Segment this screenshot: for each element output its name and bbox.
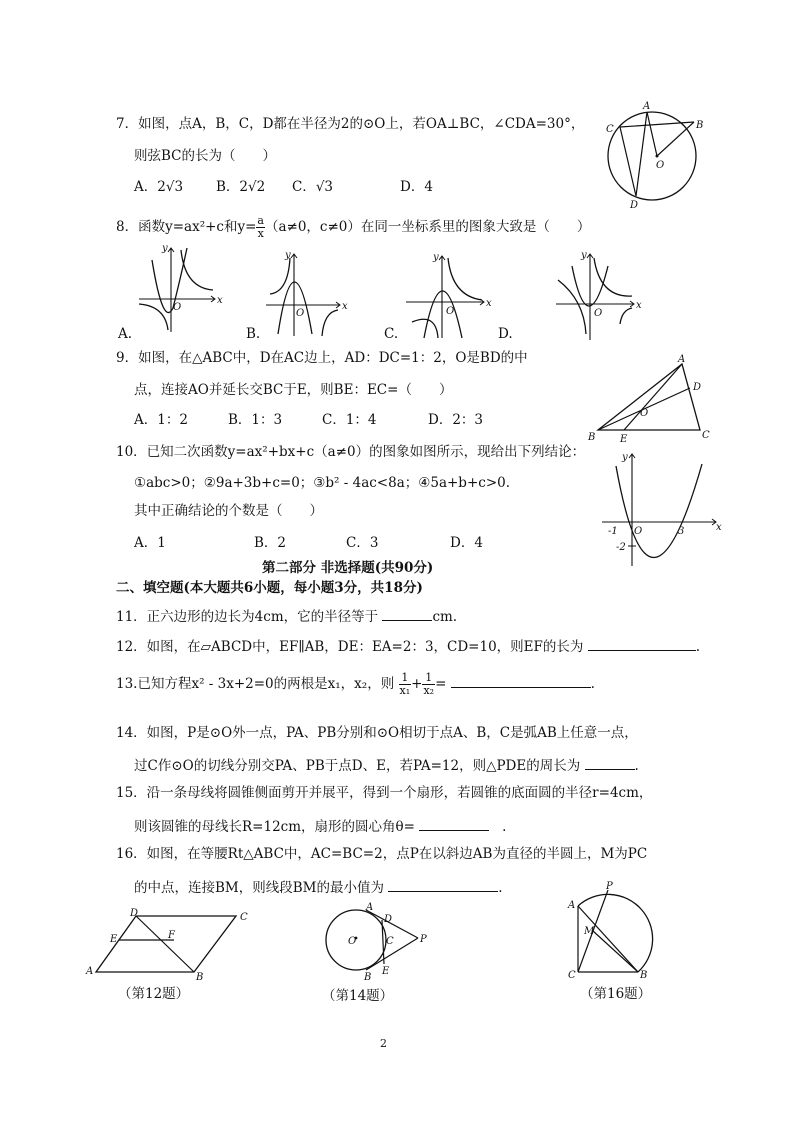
fig12-parallelogram bbox=[84, 908, 254, 983]
q8-fraction bbox=[256, 215, 265, 240]
q9-triangle-figure bbox=[586, 354, 716, 446]
fig16-caption: （第16题） bbox=[580, 986, 652, 1002]
q7-label-c: C bbox=[606, 124, 614, 135]
q10-option-d: D．4 bbox=[450, 535, 483, 551]
q8-stem-b: （a≠0，c≠0）在同一坐标系里的图象大致是（ ） bbox=[264, 219, 591, 235]
q8a-x-label: x bbox=[217, 295, 223, 306]
q15-line1: 15．沿一条母线将圆锥侧面剪开并展平，得到一个扇形，若圆锥的底面圆的半径r=4cm， bbox=[116, 785, 653, 801]
q9-line1: 9．如图，在△ABC中，D在AC边上，AD：DC=1：2，O是BD的中 bbox=[116, 350, 528, 366]
q14-line1: 14．如图，P是⊙O外一点，PA、PB分别和⊙O相切于点A、B，C是弧AB上任意一点， bbox=[116, 725, 638, 741]
part2-title: 第二部分 非选择题(共90分) bbox=[262, 560, 434, 576]
fig14-label-o: O bbox=[348, 936, 357, 947]
q8b-x-label: x bbox=[342, 301, 348, 312]
q14-text-a: 过C作⊙O的切线分别交PA、PB于点D、E，若PA=12，则△PDE的周长为 bbox=[134, 758, 581, 774]
fig14-label-p: P bbox=[420, 934, 427, 945]
q7-label-b: B bbox=[696, 120, 704, 131]
q10-option-c: C．3 bbox=[346, 535, 379, 551]
q7-option-a: A．2√3 bbox=[134, 179, 184, 195]
q8-frac-den: x bbox=[257, 227, 264, 240]
q12-text-b: . bbox=[695, 639, 700, 655]
q13-text-c: . bbox=[590, 676, 595, 692]
q9-option-c: C．1：4 bbox=[322, 412, 377, 428]
fig16-label-c: C bbox=[568, 970, 576, 981]
q10-three-label: 3 bbox=[678, 526, 685, 537]
q10-line2: ①abc>0；②9a+3b+c=0；③b² - 4ac<8a；④5a+b+c>0. bbox=[134, 475, 511, 491]
q12-line bbox=[116, 638, 700, 655]
q9-line2: 点，连接AO并延长交BC于E，则BE：EC=（ ） bbox=[134, 382, 453, 398]
q8d-origin-label: O bbox=[594, 308, 603, 319]
q7-label-a: A bbox=[643, 101, 651, 112]
q9-label-o: O bbox=[640, 408, 649, 419]
fig12-label-d: D bbox=[130, 908, 139, 919]
q15-line2 bbox=[134, 818, 506, 835]
q13-answer-blank[interactable] bbox=[451, 675, 591, 688]
q8-frac-num: a bbox=[257, 214, 264, 227]
q8b-origin-label: O bbox=[296, 308, 305, 319]
fig16-label-m: M bbox=[584, 926, 595, 937]
q8b-y-label: y bbox=[285, 250, 291, 261]
q9-label-e: E bbox=[620, 434, 628, 445]
fig12-caption: （第12题） bbox=[118, 986, 190, 1002]
q11-text-a: 11．正六边形的边长为4cm，它的半径等于 bbox=[116, 609, 379, 625]
q8-graph-c bbox=[402, 252, 492, 342]
q8-graph-a bbox=[135, 242, 225, 334]
q8a-y-label: y bbox=[162, 243, 168, 254]
q11-line bbox=[116, 608, 457, 625]
q13-equals: = bbox=[435, 676, 447, 692]
q10-x-label: x bbox=[716, 522, 722, 533]
q10-line3: 其中正确结论的个数是（ ） bbox=[134, 503, 323, 519]
q10-option-a: A．1 bbox=[134, 535, 166, 551]
q9-option-a: A．1：2 bbox=[134, 412, 188, 428]
fig14-label-d: D bbox=[384, 914, 393, 925]
q16-answer-blank[interactable] bbox=[388, 879, 498, 892]
fig16-semicircle bbox=[562, 881, 662, 981]
page-number: 2 bbox=[380, 1037, 387, 1050]
q8-graph-d bbox=[552, 250, 644, 342]
q12-answer-blank[interactable] bbox=[588, 638, 696, 651]
q11-text-b: cm. bbox=[432, 609, 458, 625]
fig12-label-b: B bbox=[196, 972, 204, 983]
fig14-label-a: A bbox=[366, 902, 374, 913]
q13-frac2-den: x₂ bbox=[423, 684, 435, 697]
q7-option-d: D．4 bbox=[400, 179, 433, 195]
q10-line1: 10．已知二次函数y=ax²+bx+c（a≠0）的图象如图所示，现给出下列结论： bbox=[116, 444, 586, 460]
q15-answer-blank[interactable] bbox=[419, 818, 489, 831]
q13-frac2 bbox=[422, 672, 435, 697]
q14-answer-blank[interactable] bbox=[585, 757, 635, 770]
q9-label-b: B bbox=[588, 432, 596, 443]
fig12-label-f: F bbox=[168, 930, 175, 941]
q11-answer-blank[interactable] bbox=[382, 608, 432, 621]
q16-text-b: . bbox=[498, 880, 503, 896]
q8-option-c: C. bbox=[384, 326, 399, 342]
fig14-label-c: C bbox=[386, 936, 394, 947]
q13-frac1 bbox=[399, 672, 412, 697]
fig14-label-b: B bbox=[364, 972, 372, 983]
q13-plus: + bbox=[411, 676, 423, 692]
fig14-label-e: E bbox=[382, 966, 390, 977]
q15-text-a: 则该圆锥的母线长R=12cm，扇形的圆心角θ= bbox=[134, 819, 415, 835]
q8-option-d: D. bbox=[498, 326, 513, 342]
q15-text-b: . bbox=[502, 819, 507, 835]
q13-frac2-num: 1 bbox=[422, 672, 435, 685]
q7-option-c: C．√3 bbox=[292, 179, 334, 195]
q8d-y-label: y bbox=[581, 250, 587, 261]
q13-text-a: 13.已知方程x² - 3x+2=0的两根是x₁，x₂，则 bbox=[116, 676, 395, 692]
q7-line1: 7．如图，点A，B，C，D都在半径为2的⊙O上，若OA⊥BC，∠CDA=30°， bbox=[116, 116, 585, 132]
q12-text-a: 12．如图，在▱ABCD中，EF∥AB，DE：EA=2：3，CD=10，则EF的长为 bbox=[116, 639, 584, 655]
q7-label-d: D bbox=[630, 200, 639, 211]
q8c-y-label: y bbox=[433, 252, 439, 263]
section2-title: 二、填空题(本大题共6小题，每小题3分，共18分) bbox=[116, 580, 423, 596]
fig14-caption: （第14题） bbox=[322, 988, 394, 1004]
fig16-label-p: P bbox=[606, 881, 613, 892]
fig12-label-e: E bbox=[110, 934, 118, 945]
q8-graph-b bbox=[262, 250, 348, 340]
q10-parabola-figure bbox=[598, 450, 724, 570]
q8-stem-a: 8．函数y=ax²+c和y= bbox=[116, 219, 257, 235]
q8d-x-label: x bbox=[636, 300, 642, 311]
q8-option-b: B. bbox=[246, 326, 261, 342]
q7-label-o: O bbox=[656, 160, 665, 171]
q14-line2 bbox=[134, 757, 639, 774]
q10-y-label: y bbox=[622, 452, 628, 463]
q16-line2 bbox=[134, 879, 503, 896]
fig12-label-c: C bbox=[240, 912, 248, 923]
q10-option-b: B．2 bbox=[254, 535, 287, 551]
fig16-label-b: B bbox=[640, 970, 648, 981]
q13-frac1-num: 1 bbox=[399, 672, 412, 685]
q9-option-d: D．2：3 bbox=[428, 412, 484, 428]
q9-label-d: D bbox=[693, 382, 702, 393]
q10-minus1-label: -1 bbox=[608, 526, 618, 537]
q8c-origin-label: O bbox=[446, 306, 455, 317]
q8a-origin-label: O bbox=[173, 302, 182, 313]
q10-minus2-label: -2 bbox=[616, 542, 626, 553]
q13-line bbox=[116, 672, 595, 697]
q8-stem bbox=[116, 215, 590, 240]
q9-label-a: A bbox=[678, 354, 686, 365]
q8c-x-label: x bbox=[486, 298, 492, 309]
fig14-tangent-circle bbox=[322, 898, 428, 984]
q13-frac1-den: x₁ bbox=[399, 684, 411, 697]
q7-option-b: B．2√2 bbox=[216, 179, 266, 195]
q9-label-c: C bbox=[702, 430, 710, 441]
q8-option-a: A. bbox=[118, 326, 133, 342]
q9-option-b: B．1：3 bbox=[228, 412, 283, 428]
q7-circle-figure bbox=[600, 100, 710, 210]
q10-origin-label: O bbox=[634, 526, 643, 537]
fig16-label-a: A bbox=[568, 900, 576, 911]
q7-line2: 则弦BC的长为（ ） bbox=[134, 148, 277, 164]
q14-text-b: . bbox=[634, 758, 639, 774]
fig12-label-a: A bbox=[86, 966, 94, 977]
q16-line1: 16．如图，在等腰Rt△ABC中，AC=BC=2，点P在以斜边AB为直径的半圆上，M为PC bbox=[116, 846, 648, 862]
q16-text-a: 的中点，连接BM，则线段BM的最小值为 bbox=[134, 880, 384, 896]
